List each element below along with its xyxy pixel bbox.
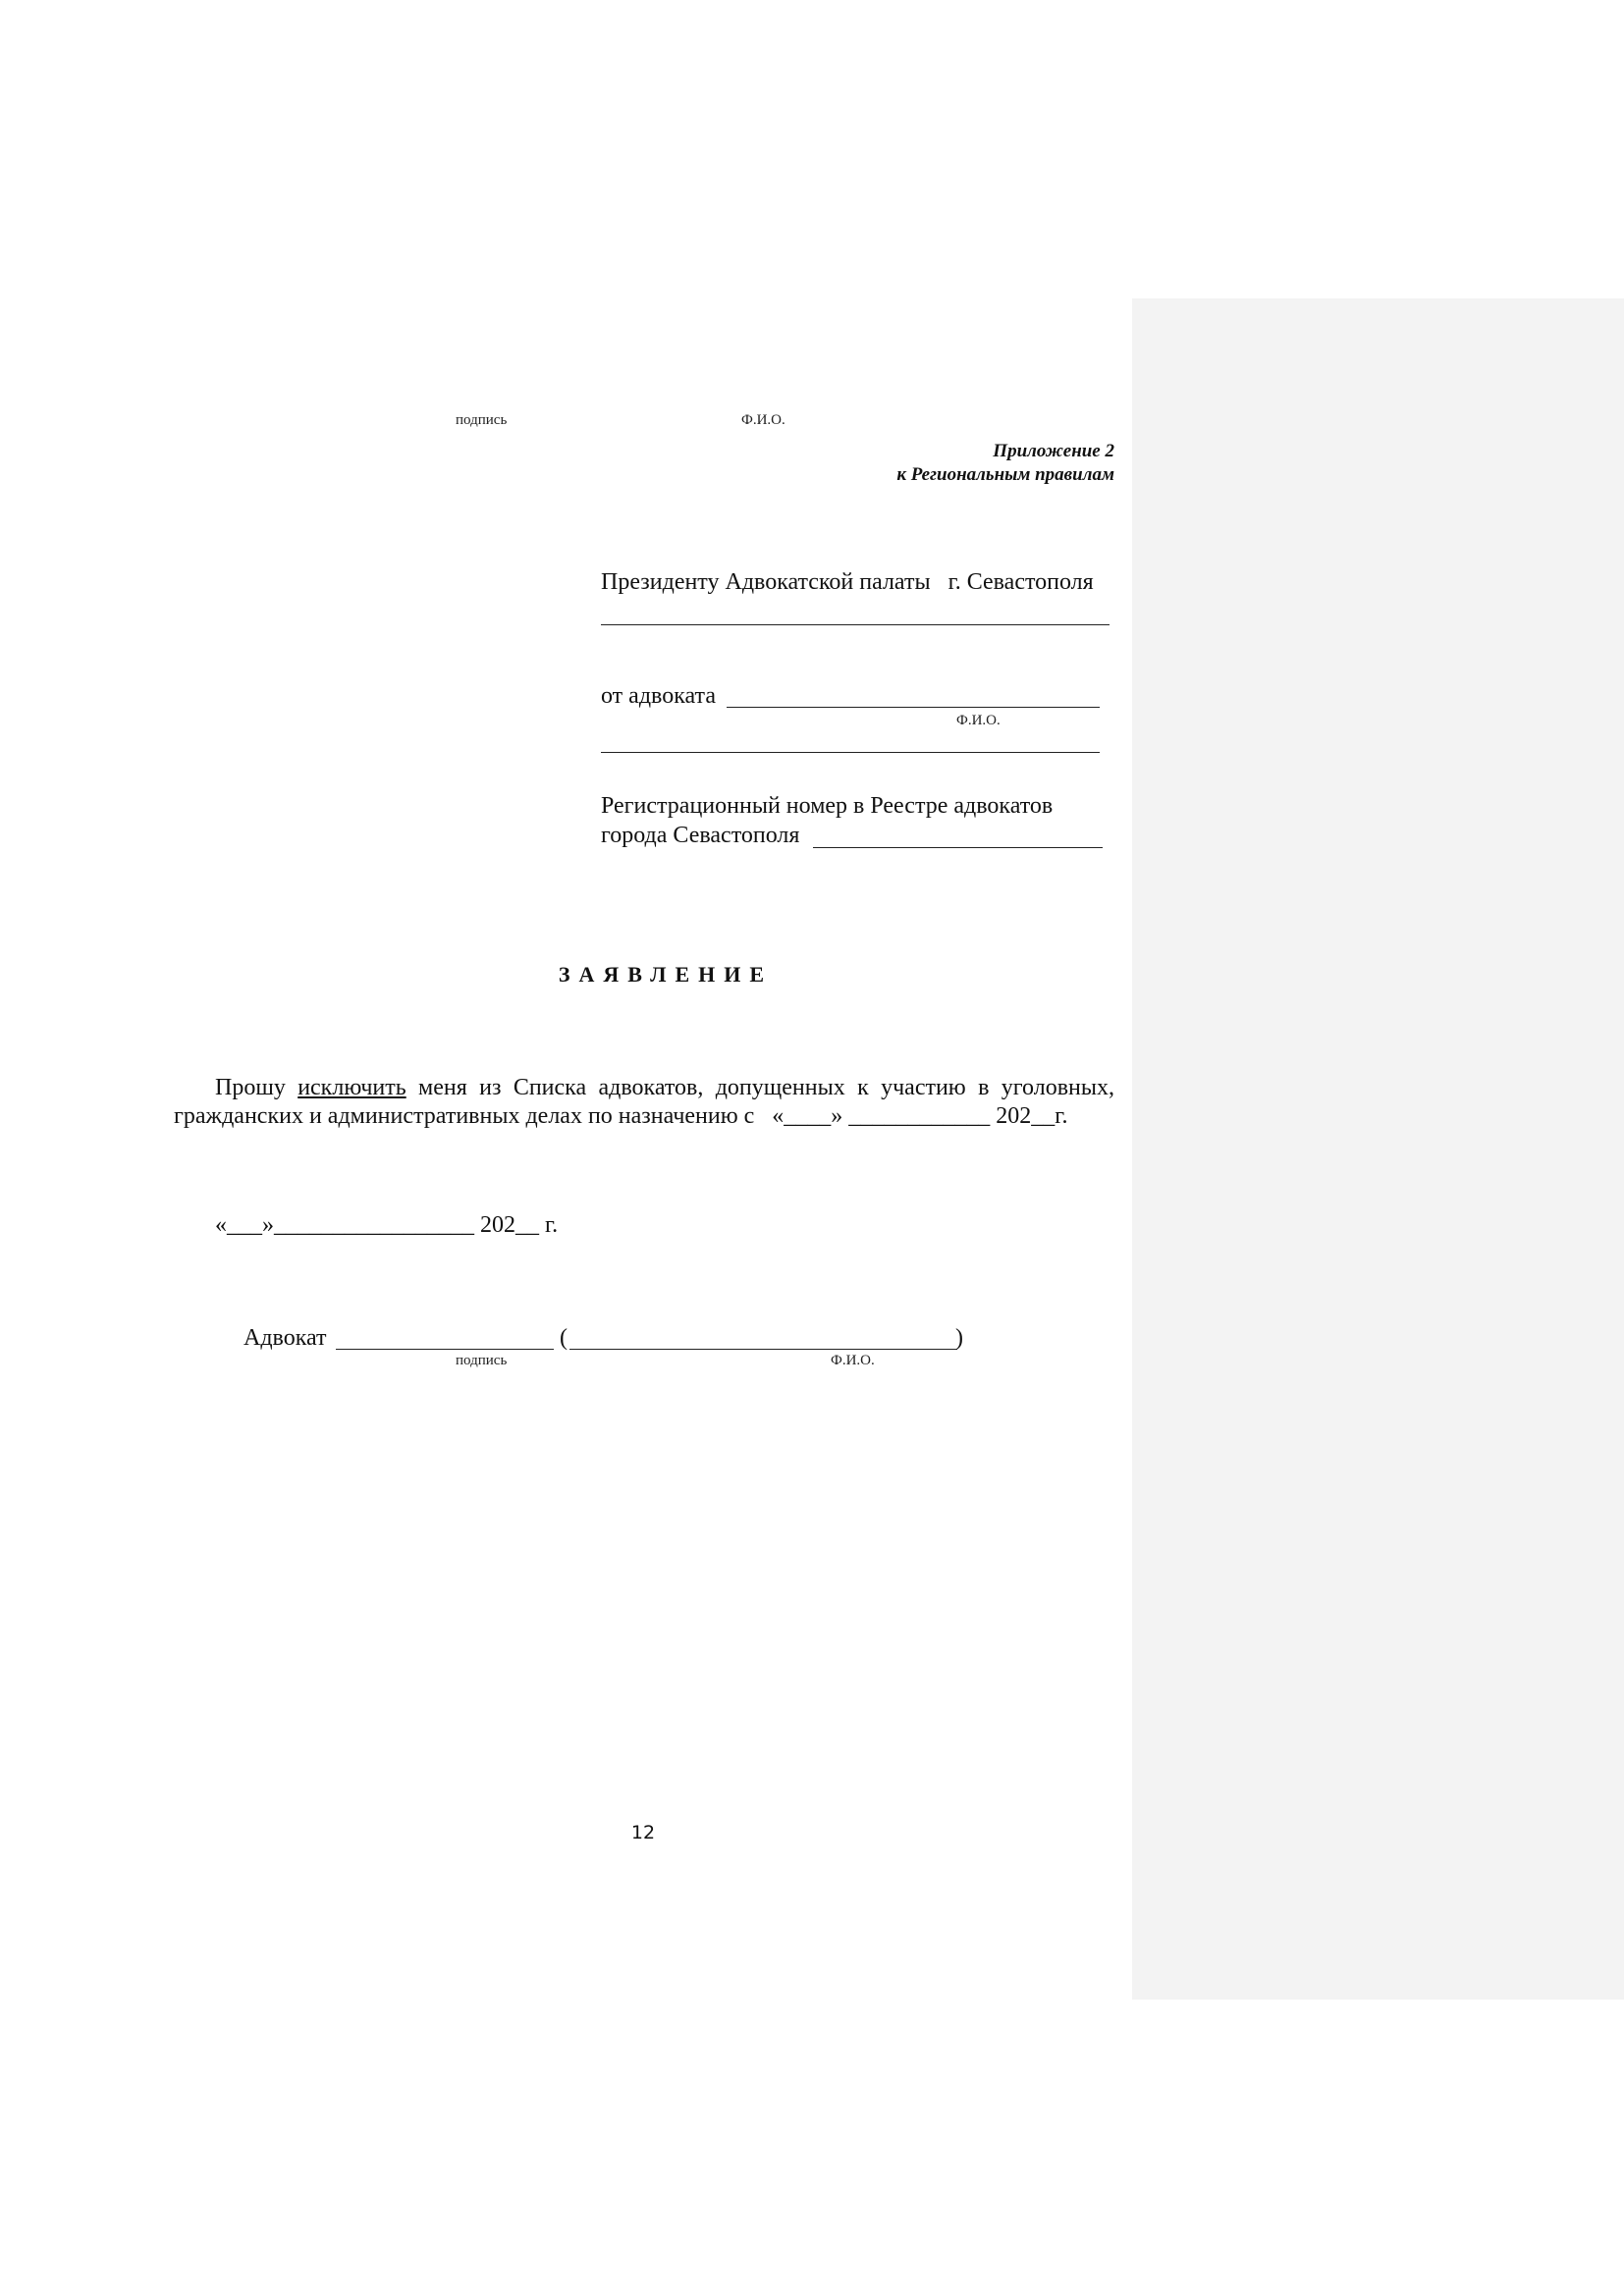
addressee-president-line: Президенту Адвокатской палаты г. Севастополя: [601, 569, 1094, 595]
application-body: [174, 1074, 1114, 1131]
advocate-name-caption: Ф.И.О.: [831, 1353, 875, 1368]
advocate-signature-label: Адвокат: [244, 1325, 327, 1351]
date-line: «___»_________________ 202__ г.: [215, 1212, 559, 1238]
from-advocate-label: от адвоката: [601, 683, 716, 709]
from-advocate-blank-rule: [727, 707, 1100, 708]
from-advocate-second-rule: [601, 752, 1100, 753]
page-number: 12: [630, 1822, 656, 1843]
application-body-underlined-word: исключить: [298, 1075, 406, 1100]
top-signature-caption: подпись: [456, 412, 508, 428]
application-body-line-1: [174, 1074, 1114, 1102]
from-advocate-name-caption: Ф.И.О.: [956, 713, 1001, 728]
comment-margin-pane: [1132, 298, 1624, 2000]
registry-number-blank-rule: [813, 847, 1103, 848]
addressee-blank-rule: [601, 624, 1110, 625]
document-title: ЗАЯВЛЕНИЕ: [558, 962, 774, 987]
advocate-name-close-paren: ): [955, 1325, 963, 1351]
advocate-name-blank-rule: [569, 1349, 957, 1350]
application-body-part-2: меня из Списка адвокатов, допущенных к участию в уголовных,: [406, 1075, 1115, 1100]
advocate-signature-caption: подпись: [456, 1353, 508, 1368]
application-body-line-2: гражданских и административных делах по назначению с «____» ____________ 202__г.: [174, 1103, 1068, 1129]
registry-number-line-1: Регистрационный номер в Реестре адвокатов: [601, 793, 1054, 819]
registry-number-line-2: города Севастополя: [601, 823, 800, 848]
advocate-name-open-paren: (: [560, 1325, 568, 1351]
application-body-part-1: Прошу: [215, 1075, 298, 1100]
top-name-caption: Ф.И.О.: [741, 412, 785, 428]
annex-line-1: Приложение 2: [993, 441, 1114, 461]
annex-line-2: к Региональным правилам: [896, 464, 1114, 485]
advocate-signature-blank-rule: [336, 1349, 554, 1350]
